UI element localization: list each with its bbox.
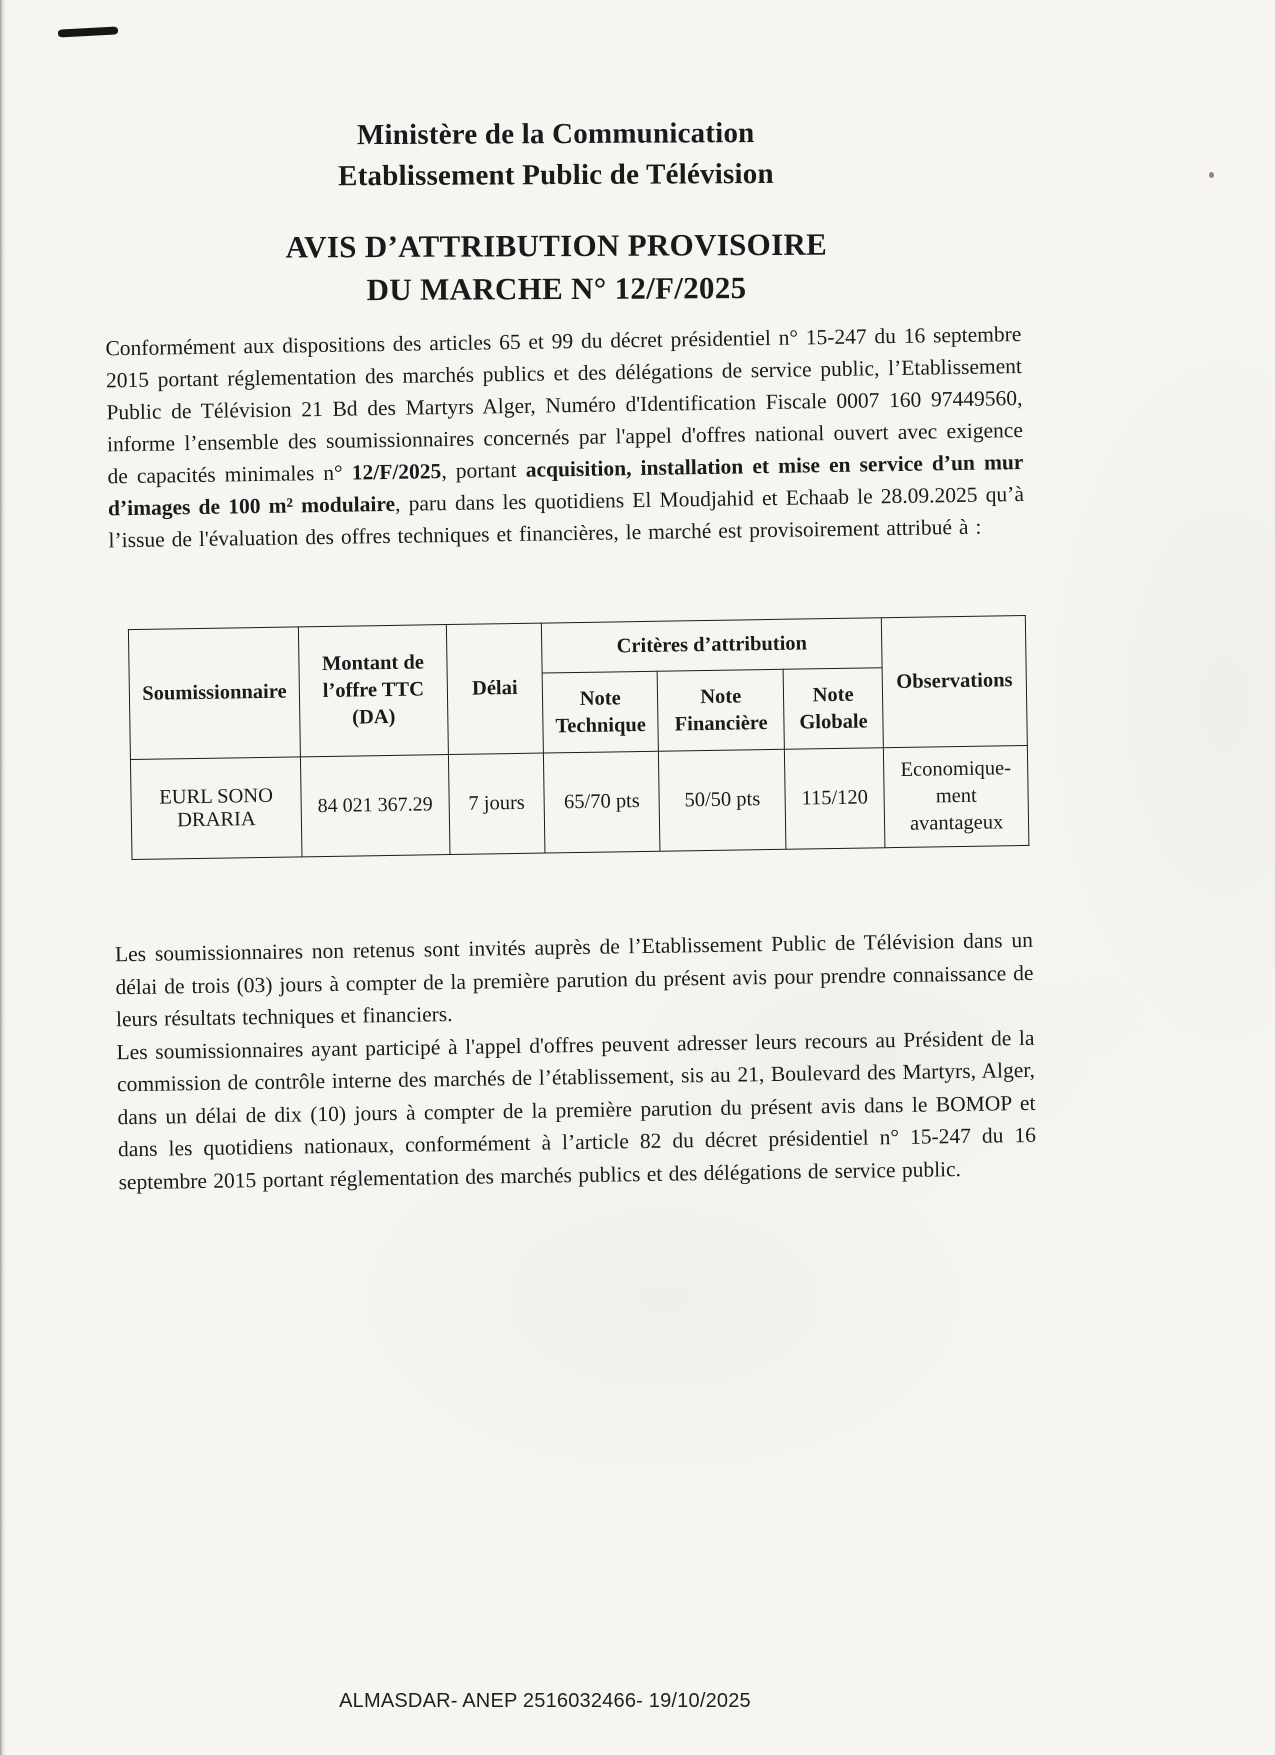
closing-paragraphs	[115, 924, 1037, 1198]
col-header-criteres: Critères d’attribution	[541, 618, 882, 673]
cell-note-financiere: 50/50 pts	[659, 749, 786, 851]
institution-name: Etablissement Public de Télévision	[338, 157, 774, 193]
cell-observations: Economique- ment avantageux	[884, 745, 1029, 847]
cell-montant: 84 021 367.29	[301, 755, 450, 857]
anep-footer-note: ALMASDAR- ANEP 2516032466- 19/10/2025	[339, 1690, 751, 1712]
col-header-delai: Délai	[446, 623, 543, 754]
cell-note-globale: 115/120	[784, 748, 885, 850]
attribution-table-wrap	[128, 615, 1030, 860]
intro-paragraph: Conformément aux dispositions des articles 65 et 99 du décret présidentiel n° 15-247 du 16 septembre 2015 portant réglementation des marchés publics et des délégations de service public, l’Etablissement Public de Télévision 21 Bd des Martyrs Alger, Numéro d'Identification Fiscale 0007 160 97449560, informe l’ensemble des soumissionnaires concernés par l'appel d'offres national ouvert avec exigence de capacités minimales n° 12/F/2025, portant acquisition, installation et mise en service d’un mur d’images de 100 m² modulaire, paru dans les quotidiens El Moudjahid et Echaab le 28.09.2025 qu’à l’issue de l'évaluation des offres techniques et financières, le marché est provisoirement attribué à :	[105, 321, 1025, 553]
cell-note-technique: 65/70 pts	[543, 751, 660, 853]
closing-paragraph-1: Les soumissionnaires non retenus sont invités auprès de l’Etablissement Public de Télévision dans un délai de trois (03) jours à compter de la première parution du présent avis pour prendre connaissance de leurs résultats techniques et financiers.	[114, 927, 1034, 1032]
col-header-note-globale: Note Globale	[783, 668, 883, 750]
col-header-montant: Montant de l’offre TTC (DA)	[298, 625, 448, 757]
attribution-table	[128, 615, 1030, 860]
col-header-note-technique: Note Technique	[542, 671, 659, 753]
ministry-name: Ministère de la Communication	[356, 117, 755, 152]
col-header-soumissionnaire: Soumissionnaire	[128, 627, 300, 760]
closing-paragraph-2: Les soumissionnaires ayant participé à l'appel d'offres peuvent adresser leurs recours au Président de la commission de contrôle interne des marchés de l’établissement, sis au 21, Boulevard des Martyrs, Alger, dans un délai de dix (10) jours à compter de la première parution du présent avis dans le BOMOP et dans les quotidiens nationaux, conformément à l’article 82 du décret présidentiel n° 15-247 du 16 septembre 2015 portant réglementation des marchés publics et des délégations de service public.	[116, 1025, 1037, 1194]
notice-title-line1: AVIS D’ATTRIBUTION PROVISOIRE	[285, 226, 828, 265]
cell-delai: 7 jours	[448, 753, 545, 854]
col-header-observations: Observations	[881, 615, 1027, 747]
cell-soumissionnaire: EURL SONO DRARIA	[130, 757, 302, 860]
col-header-note-financiere: Note Financière	[658, 669, 785, 751]
table-row	[130, 745, 1028, 859]
notice-title-line2: DU MARCHE N° 12/F/2025	[366, 270, 747, 308]
